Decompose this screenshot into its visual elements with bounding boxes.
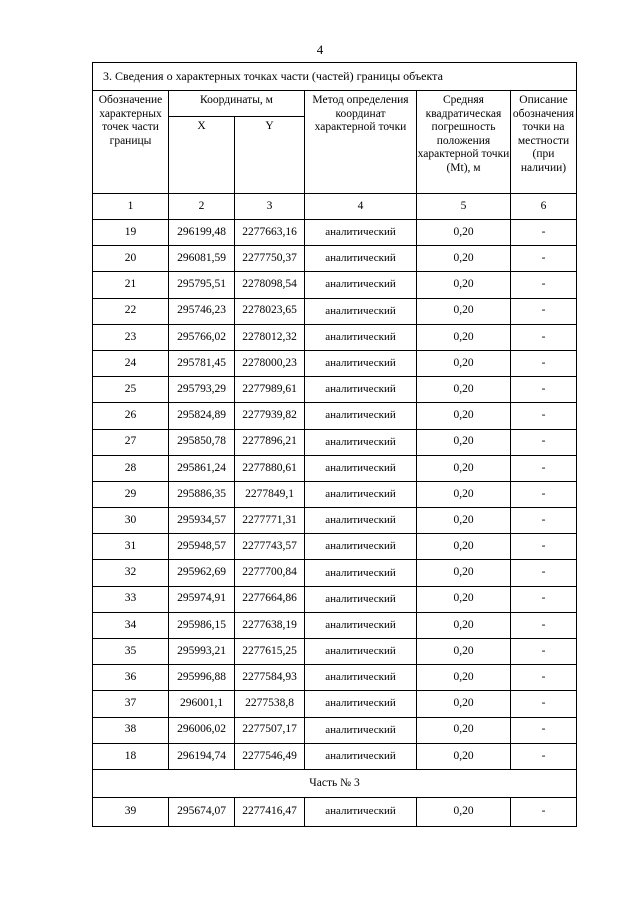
table-row (93, 797, 577, 826)
table-row (93, 429, 577, 455)
column-number: 4 (305, 194, 417, 220)
column-number: 3 (235, 194, 305, 220)
description-cell: - (511, 665, 577, 691)
table-row (93, 639, 577, 665)
y-coordinate-cell: 2277615,25 (235, 639, 305, 665)
column-number: 6 (511, 194, 577, 220)
x-coordinate-cell: 295746,23 (169, 298, 235, 324)
part-label: Часть № 3 (93, 769, 577, 797)
x-coordinate-cell: 295850,78 (169, 429, 235, 455)
x-coordinate-cell: 295962,69 (169, 560, 235, 586)
x-coordinate-cell: 296001,1 (169, 691, 235, 717)
error-cell: 0,20 (417, 743, 511, 769)
method-cell: аналитический (305, 429, 417, 455)
point-number-cell: 33 (93, 586, 169, 612)
method-cell: аналитический (305, 665, 417, 691)
table-row (93, 560, 577, 586)
x-coordinate-cell: 295993,21 (169, 639, 235, 665)
y-coordinate-cell: 2277638,19 (235, 612, 305, 638)
method-cell: аналитический (305, 508, 417, 534)
description-cell: - (511, 743, 577, 769)
y-coordinate-cell: 2277743,57 (235, 534, 305, 560)
description-cell: - (511, 612, 577, 638)
point-number-cell: 36 (93, 665, 169, 691)
y-coordinate-cell: 2278098,54 (235, 272, 305, 298)
table-row (93, 586, 577, 612)
table-row (93, 298, 577, 324)
x-coordinate-cell: 295974,91 (169, 586, 235, 612)
x-coordinate-cell: 295996,88 (169, 665, 235, 691)
column-number: 2 (169, 194, 235, 220)
y-coordinate-cell: 2278012,32 (235, 324, 305, 350)
x-coordinate-cell: 296194,74 (169, 743, 235, 769)
point-number-cell: 27 (93, 429, 169, 455)
y-coordinate-cell: 2277880,61 (235, 455, 305, 481)
description-cell: - (511, 377, 577, 403)
description-cell: - (511, 403, 577, 429)
description-cell: - (511, 797, 577, 826)
y-coordinate-cell: 2277896,21 (235, 429, 305, 455)
description-cell: - (511, 691, 577, 717)
method-cell: аналитический (305, 743, 417, 769)
x-coordinate-cell: 296199,48 (169, 220, 235, 246)
point-number-cell: 30 (93, 508, 169, 534)
y-coordinate-cell: 2277939,82 (235, 403, 305, 429)
x-coordinate-cell: 295766,02 (169, 324, 235, 350)
x-coordinate-cell: 295781,45 (169, 350, 235, 376)
error-cell: 0,20 (417, 560, 511, 586)
error-cell: 0,20 (417, 455, 511, 481)
description-cell: - (511, 560, 577, 586)
point-number-cell: 32 (93, 560, 169, 586)
description-cell: - (511, 455, 577, 481)
method-cell: аналитический (305, 639, 417, 665)
method-cell: аналитический (305, 298, 417, 324)
table-row (93, 246, 577, 272)
point-number-cell: 21 (93, 272, 169, 298)
section-title-row (93, 63, 577, 91)
method-cell: аналитический (305, 534, 417, 560)
part-label-row (93, 769, 577, 797)
table-row (93, 220, 577, 246)
error-cell: 0,20 (417, 403, 511, 429)
error-cell: 0,20 (417, 246, 511, 272)
description-cell: - (511, 481, 577, 507)
y-coordinate-cell: 2277663,16 (235, 220, 305, 246)
point-number-cell: 24 (93, 350, 169, 376)
column-number-row (93, 194, 577, 220)
point-number-cell: 25 (93, 377, 169, 403)
description-cell: - (511, 272, 577, 298)
table-row (93, 612, 577, 638)
point-number-cell: 34 (93, 612, 169, 638)
table-row (93, 691, 577, 717)
table-row (93, 534, 577, 560)
point-number-cell: 18 (93, 743, 169, 769)
header-description: Описание обозначения точки на местности (при наличии) (511, 91, 577, 194)
table-row (93, 455, 577, 481)
point-number-cell: 22 (93, 298, 169, 324)
method-cell: аналитический (305, 717, 417, 743)
method-cell: аналитический (305, 377, 417, 403)
table-row (93, 403, 577, 429)
error-cell: 0,20 (417, 377, 511, 403)
error-cell: 0,20 (417, 665, 511, 691)
method-cell: аналитический (305, 481, 417, 507)
header-point-designation: Обозначение характерных точек части границы (93, 91, 169, 194)
error-cell: 0,20 (417, 691, 511, 717)
method-cell: аналитический (305, 560, 417, 586)
x-coordinate-cell: 296006,02 (169, 717, 235, 743)
error-cell: 0,20 (417, 586, 511, 612)
header-coordinates: Координаты, м (169, 91, 305, 117)
table-row (93, 350, 577, 376)
method-cell: аналитический (305, 455, 417, 481)
table-row (93, 508, 577, 534)
y-coordinate-cell: 2278023,65 (235, 298, 305, 324)
y-coordinate-cell: 2277546,49 (235, 743, 305, 769)
x-coordinate-cell: 295934,57 (169, 508, 235, 534)
method-cell: аналитический (305, 797, 417, 826)
point-number-cell: 20 (93, 246, 169, 272)
table-row (93, 717, 577, 743)
description-cell: - (511, 298, 577, 324)
description-cell: - (511, 246, 577, 272)
section-title: 3. Сведения о характерных точках части (частей) границы объекта (93, 63, 577, 91)
error-cell: 0,20 (417, 298, 511, 324)
table-row (93, 272, 577, 298)
error-cell: 0,20 (417, 612, 511, 638)
column-number: 5 (417, 194, 511, 220)
description-cell: - (511, 586, 577, 612)
y-coordinate-cell: 2277849,1 (235, 481, 305, 507)
y-coordinate-cell: 2277989,61 (235, 377, 305, 403)
boundary-points-table (92, 62, 577, 827)
x-coordinate-cell: 295986,15 (169, 612, 235, 638)
page-number: 4 (316, 42, 324, 57)
description-cell: - (511, 429, 577, 455)
description-cell: - (511, 534, 577, 560)
error-cell: 0,20 (417, 481, 511, 507)
point-number-cell: 37 (93, 691, 169, 717)
point-number-cell: 19 (93, 220, 169, 246)
x-coordinate-cell: 295793,29 (169, 377, 235, 403)
point-number-cell: 35 (93, 639, 169, 665)
error-cell: 0,20 (417, 639, 511, 665)
header-error: Средняя квадратическая погрешность положения характерной точки (Mt), м (417, 91, 511, 194)
description-cell: - (511, 324, 577, 350)
error-cell: 0,20 (417, 508, 511, 534)
point-number-cell: 31 (93, 534, 169, 560)
error-cell: 0,20 (417, 717, 511, 743)
method-cell: аналитический (305, 586, 417, 612)
description-cell: - (511, 220, 577, 246)
error-cell: 0,20 (417, 272, 511, 298)
method-cell: аналитический (305, 350, 417, 376)
point-number-cell: 29 (93, 481, 169, 507)
table-row (93, 481, 577, 507)
error-cell: 0,20 (417, 797, 511, 826)
description-cell: - (511, 350, 577, 376)
x-coordinate-cell: 295795,51 (169, 272, 235, 298)
header-y: Y (235, 117, 305, 194)
point-number-cell: 26 (93, 403, 169, 429)
y-coordinate-cell: 2277416,47 (235, 797, 305, 826)
x-coordinate-cell: 295824,89 (169, 403, 235, 429)
y-coordinate-cell: 2277507,17 (235, 717, 305, 743)
method-cell: аналитический (305, 324, 417, 350)
point-number-cell: 39 (93, 797, 169, 826)
table-row (93, 377, 577, 403)
x-coordinate-cell: 295948,57 (169, 534, 235, 560)
y-coordinate-cell: 2277700,84 (235, 560, 305, 586)
point-number-cell: 28 (93, 455, 169, 481)
error-cell: 0,20 (417, 220, 511, 246)
y-coordinate-cell: 2278000,23 (235, 350, 305, 376)
x-coordinate-cell: 295861,24 (169, 455, 235, 481)
method-cell: аналитический (305, 246, 417, 272)
table-row (93, 324, 577, 350)
point-number-cell: 38 (93, 717, 169, 743)
point-number-cell: 23 (93, 324, 169, 350)
method-cell: аналитический (305, 220, 417, 246)
method-cell: аналитический (305, 691, 417, 717)
x-coordinate-cell: 296081,59 (169, 246, 235, 272)
description-cell: - (511, 717, 577, 743)
description-cell: - (511, 639, 577, 665)
header-method: Метод определения координат характерной точки (305, 91, 417, 194)
error-cell: 0,20 (417, 534, 511, 560)
column-number: 1 (93, 194, 169, 220)
error-cell: 0,20 (417, 350, 511, 376)
x-coordinate-cell: 295886,35 (169, 481, 235, 507)
y-coordinate-cell: 2277771,31 (235, 508, 305, 534)
y-coordinate-cell: 2277664,86 (235, 586, 305, 612)
y-coordinate-cell: 2277584,93 (235, 665, 305, 691)
y-coordinate-cell: 2277538,8 (235, 691, 305, 717)
error-cell: 0,20 (417, 324, 511, 350)
method-cell: аналитический (305, 272, 417, 298)
method-cell: аналитический (305, 403, 417, 429)
header-row-top (93, 91, 577, 117)
x-coordinate-cell: 295674,07 (169, 797, 235, 826)
table-row (93, 665, 577, 691)
header-x: X (169, 117, 235, 194)
y-coordinate-cell: 2277750,37 (235, 246, 305, 272)
description-cell: - (511, 508, 577, 534)
table-row (93, 743, 577, 769)
method-cell: аналитический (305, 612, 417, 638)
error-cell: 0,20 (417, 429, 511, 455)
